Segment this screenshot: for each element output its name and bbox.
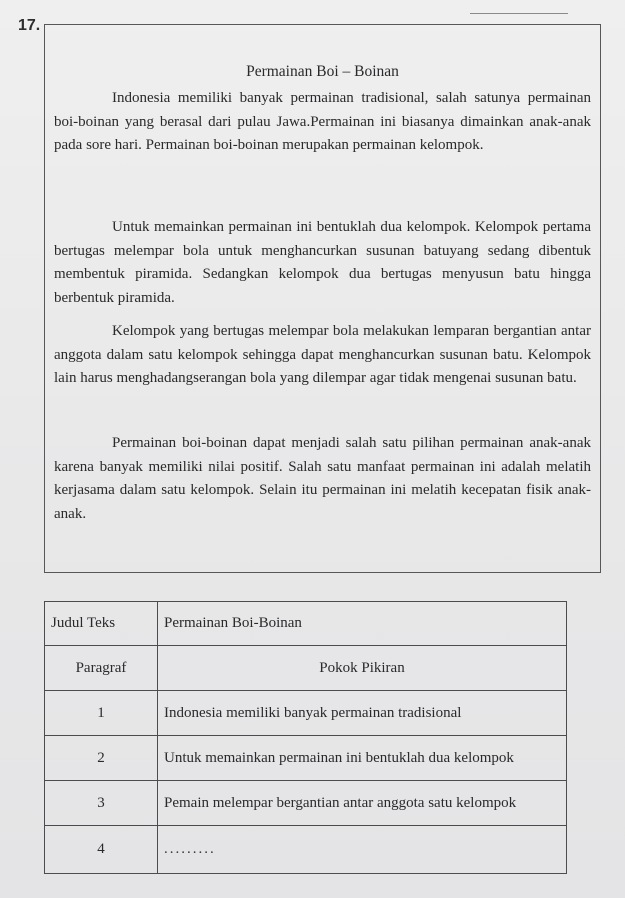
passage-paragraph-3: Kelompok yang bertugas melempar bola melakukan lemparan bergantian antar anggota dalam satu kelompok sehingga dapat menghancurkan susunan batu. Kelompok lain harus menghadangserangan bola yang dilempar agar tidak mengenai susunan batu.	[54, 323, 591, 386]
passage-paragraph-1: Indonesia memiliki banyak permainan tradisional, salah satunya permainan boi-boinan yang berasal dari pulau Jawa.Permainan ini biasanya dimainkan anak-anak pada sore hari. Permainan boi-boinan merupakan permainan kelompok.	[54, 90, 591, 153]
title-value-cell: Permainan Boi-Boinan	[158, 602, 567, 646]
answer-line	[470, 13, 568, 14]
row-number-cell: 4	[45, 826, 158, 874]
row-number-cell: 2	[45, 736, 158, 781]
row-idea-cell: Untuk memainkan permainan ini bentuklah dua kelompok	[158, 736, 567, 781]
passage-paragraph-4: Permainan boi-boinan dapat menjadi salah satu pilihan permainan anak-anak karena banyak memiliki nilai positif. Salah satu manfaat permainan ini adalah melatih kerjasama dalam satu kelompok. Selain itu permainan ini melatih kecepatan fisik anak-anak.	[54, 435, 591, 522]
row-idea-blank-cell[interactable]: .........	[158, 826, 567, 874]
table-row	[45, 826, 567, 874]
passage-title: Permainan Boi – Boinan	[246, 63, 399, 80]
header-paragraph-cell: Paragraf	[45, 646, 158, 691]
title-label-cell: Judul Teks	[45, 602, 158, 646]
row-idea-cell: Indonesia memiliki banyak permainan tradisional	[158, 691, 567, 736]
row-idea-cell: Pemain melempar bergantian antar anggota satu kelompok	[158, 781, 567, 826]
passage-paragraph-2: Untuk memainkan permainan ini bentuklah dua kelompok. Kelompok pertama bertugas melempar bola untuk menghancurkan susunan batuyang sedang dibentuk membentuk piramida. Sedangkan kelompok dua bertugas menyusun batu hingga berbentuk piramida.	[54, 219, 591, 306]
reading-passage-box	[44, 24, 601, 573]
question-number: 17.	[18, 17, 41, 34]
row-number-cell: 1	[45, 691, 158, 736]
table-header-row	[45, 646, 567, 691]
table-row	[45, 691, 567, 736]
table-row	[45, 736, 567, 781]
main-idea-table	[44, 601, 567, 874]
table-row	[45, 781, 567, 826]
row-number-cell: 3	[45, 781, 158, 826]
table-row-title	[45, 602, 567, 646]
header-main-idea-cell: Pokok Pikiran	[158, 646, 567, 691]
